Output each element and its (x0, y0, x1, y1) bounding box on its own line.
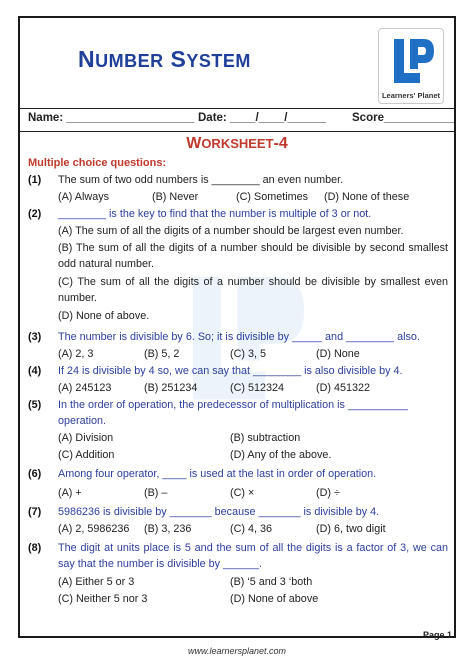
option-d[interactable]: (D) Any of the above. (230, 449, 332, 461)
question-2-option-a[interactable]: (A) The sum of all the digits of a number should be largest even number. (58, 225, 404, 237)
option-b[interactable]: (B) 251234 (144, 382, 198, 394)
learners-planet-logo (378, 28, 444, 104)
question-text: The digit at units place is 5 and the sum of all the digits is a factor of 3, we can say that the number is divisible by ______. (58, 542, 448, 570)
option-a[interactable]: (A) Always (58, 191, 109, 203)
question-text: Among four operator, ____ is used at the last in order of operation. (58, 468, 377, 480)
question-2-option-d[interactable]: (D) None of above. (58, 310, 150, 322)
header-rule-top (18, 108, 456, 109)
question-2-option-b[interactable]: (B) The sum of all the digits of a number should be divisible by second smallest odd natural number. (58, 242, 448, 270)
option-a[interactable]: (A) 2, 5986236 (58, 523, 130, 535)
option-b[interactable]: (B) ‘5 and 3 ‘both (230, 576, 313, 588)
option-a[interactable]: (A) 2, 3 (58, 348, 94, 360)
student-info-row (28, 112, 455, 128)
logo-text: Learners' Planet (381, 91, 441, 100)
question-text: In the order of operation, the predecessor of multiplication is __________ operation. (58, 399, 408, 427)
section-heading: Multiple choice questions: (28, 157, 167, 169)
question-text: If 24 is divisible by 4 so, we can say that ________ is also divisible by 4. (58, 365, 403, 377)
option-a[interactable]: (A) Either 5 or 3 (58, 576, 135, 588)
date-field[interactable]: Date: ____/____/______ (198, 112, 326, 124)
question-text: The number is divisible by 6. So; it is divisible by _____ and ________ also. (58, 331, 420, 343)
page-number: Page 1 (422, 630, 452, 640)
option-a[interactable]: (A) + (58, 487, 82, 499)
option-a[interactable]: (A) 245123 (58, 382, 112, 394)
footer-url[interactable]: www.learnersplanet.com (187, 646, 287, 656)
name-field[interactable]: Name: ____________________ (28, 112, 195, 124)
question-text: The sum of two odd numbers is ________ an even number. (58, 174, 344, 186)
option-c[interactable]: (C) Addition (58, 449, 115, 461)
option-b[interactable]: (B) subtraction (230, 432, 301, 444)
option-d[interactable]: (D) 451322 (316, 382, 371, 394)
page-title: NUMBER SYSTEM (78, 46, 251, 72)
option-a[interactable]: (A) Division (58, 432, 114, 444)
option-c[interactable]: (C) Sometimes (236, 191, 308, 203)
option-d[interactable]: (D) None of above (230, 593, 319, 605)
option-c[interactable]: (C) × (230, 487, 255, 499)
option-b[interactable]: (B) Never (152, 191, 199, 203)
question-text: 5986236 is divisible by _______ because _______ is divisible by 4. (58, 506, 380, 518)
option-b[interactable]: (B) 3, 236 (144, 523, 192, 535)
worksheet-title: WORKSHEET-4 (186, 135, 288, 152)
option-d[interactable]: (D) None (316, 348, 360, 360)
header-rule-bottom (18, 131, 456, 132)
option-d[interactable]: (D) ÷ (316, 487, 340, 499)
option-d[interactable]: (D) 6, two digit (316, 523, 386, 535)
option-c[interactable]: (C) 4, 36 (230, 523, 273, 535)
option-c[interactable]: (C) 3, 5 (230, 348, 266, 360)
question-text: ________ is the key to find that the number is multiple of 3 or not. (58, 208, 372, 220)
question-2-option-c[interactable]: (C) The sum of all the digits of a number should be divisible by smallest even number. (58, 276, 448, 304)
score-field[interactable]: Score___________ (352, 112, 455, 124)
option-c[interactable]: (C) 512324 (230, 382, 285, 394)
worksheet-page: NUMBER SYSTEM Learners' Planet Name: ____________________ Date: ____/____/______ Score___________ WORKSHEET-4 Multiple choice questions: (1) The sum of two odd numbers is ________ an even number. (A) Always (B) Never (C) Sometimes (D) None of these (2) ________ is the key to find that the number is multiple of 3 or not. (A) The sum of all the digits of a number should be largest even number. (B) The sum of all the digits of a number should be divisible by second smallest odd natural number. (C) The sum of all the digits of a number should be divisible by smallest even number. (D) None of above. (3) The number is divisible by 6. So; it is divisible by _____ and ________ also. (A) 2, 3 (B) 5, 2 (C) 3, 5 (D) None (4) If 24 is divisible by 4 so, we can say that ________ is also divisible by 4. (A) 245123 (B) 251234 (C) 512324 (D) 451322 (5) In the order of operation, the predecessor of multiplication is __________ operation. (A) Division (B) subtraction (C) Addition (D) Any of the above. (6) Among four operator, ____ is used at the last in order of operation. (A) + (B) – (C) × (D) ÷ (7) 5986236 is divisible by _______ because _______ is divisible by 4. (A) 2, 5986236 (B) 3, 236 (C) 4, 36 (D) 6, two digit (8) The digit at units place is 5 and the sum of all the digits is a factor of 3, we can say that the number is divisible by ______. (A) Either 5 or 3 (B) ‘5 and 3 ‘both (C) Neither 5 nor 3 (D) None of above Page 1 www.learnersplanet.com (18, 16, 456, 654)
option-b[interactable]: (B) 5, 2 (144, 348, 180, 360)
option-c[interactable]: (C) Neither 5 nor 3 (58, 593, 148, 605)
option-b[interactable]: (B) – (144, 487, 168, 499)
option-d[interactable]: (D) None of these (324, 191, 410, 203)
lp-logo-icon (386, 35, 438, 89)
